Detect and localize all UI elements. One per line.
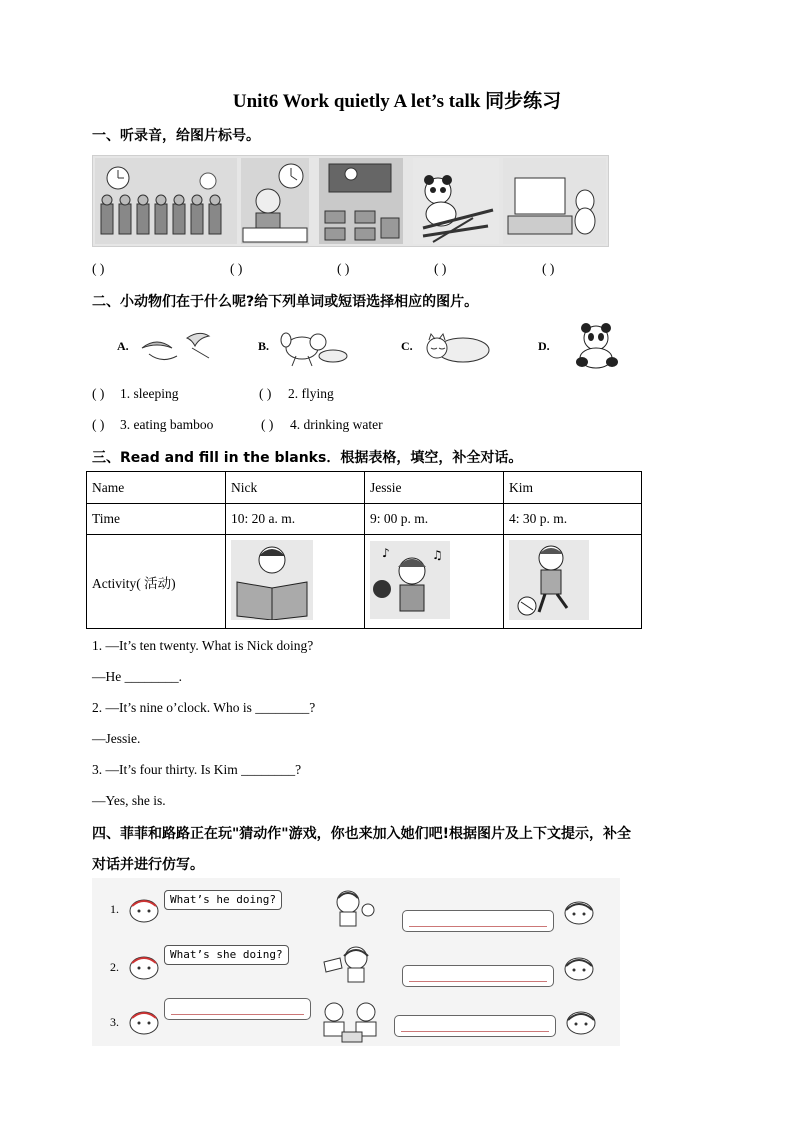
section1-pictures-svg: [93, 156, 608, 246]
girl-eating-clock-icon: [241, 158, 309, 244]
section1-picture-strip: [92, 155, 609, 247]
section2-item-paren[interactable]: ( ): [259, 386, 272, 401]
row-number: 3.: [110, 1015, 119, 1029]
table-cell-time: 10: 20 a. m.: [226, 504, 365, 535]
table-cell-name: Jessie: [365, 472, 504, 504]
dialogue-line: 3. —It’s four thirty. Is Kim ________?: [92, 762, 302, 777]
table-row: [87, 535, 642, 629]
table-row-header: Activity( 活动): [87, 535, 226, 629]
section4-heading-cont: 对话并进行仿写。: [92, 857, 204, 873]
girl-fei-icon: [128, 896, 160, 924]
girl-lu-icon: [562, 954, 596, 982]
answer-box[interactable]: [394, 1015, 556, 1037]
section2-item-paren[interactable]: ( ): [92, 417, 105, 432]
flying-birds-icon: [137, 326, 217, 366]
table-cell-activity: [504, 535, 642, 629]
answer-box[interactable]: [402, 965, 554, 987]
section2-item-paren[interactable]: ( ): [92, 386, 105, 401]
girl-lu-icon: [562, 898, 596, 926]
section4-heading: 四、菲菲和路路正在玩"猜动作"游戏，你也来加入她们吧!根据图片及上下文提示，补全: [92, 826, 631, 842]
question-answer-box[interactable]: [164, 998, 311, 1020]
computer-dog-icon: [503, 158, 606, 244]
table-row-header: Name: [87, 472, 226, 504]
table-row: [87, 504, 642, 535]
sleeping-cat-icon: [421, 330, 493, 366]
boy-eating-icon: [330, 888, 376, 928]
girl-drinking-icon: [320, 944, 380, 984]
boy-reading-icon: [231, 540, 313, 620]
section2-item-text: 1. sleeping: [120, 386, 179, 401]
table-cell-activity: [226, 535, 365, 629]
section1-answer-slot[interactable]: ( ): [230, 261, 243, 276]
table-cell-name: Kim: [504, 472, 642, 504]
table-cell-time: 9: 00 p. m.: [365, 504, 504, 535]
two-girls-reading-icon: [316, 1000, 388, 1044]
option-letter: A.: [117, 339, 129, 353]
table-cell-activity: [365, 535, 504, 629]
girl-fei-icon: [128, 953, 160, 981]
question-bubble: What’s she doing?: [164, 945, 289, 965]
row-number: 2.: [110, 960, 119, 974]
section1-answer-slot[interactable]: ( ): [434, 261, 447, 276]
dialogue-line: —Yes, she is.: [92, 793, 166, 808]
girl-lu-icon: [564, 1008, 598, 1036]
page-title: Unit6 Work quietly A let’s talk 同步练习: [232, 91, 562, 112]
dialogue-line: 1. —It’s ten twenty. What is Nick doing?: [92, 638, 314, 653]
svg-text:♫: ♫: [432, 547, 443, 562]
section2-item-text: 3. eating bamboo: [120, 417, 214, 432]
option-letter: D.: [538, 339, 550, 353]
section1-answer-slot[interactable]: ( ): [337, 261, 350, 276]
answer-box[interactable]: [402, 910, 554, 932]
section1-answer-slot[interactable]: ( ): [92, 261, 105, 276]
section2-item-paren[interactable]: ( ): [261, 417, 274, 432]
section3-heading: 三、Read and fill in the blanks．根据表格，填空，补全对话。: [92, 450, 523, 466]
section1-heading: 一、听录音，给图片标号。: [92, 128, 260, 144]
dialogue-line: —Jessie.: [92, 731, 141, 746]
girl-listening-music-icon: [370, 541, 450, 619]
option-letter: B.: [258, 339, 270, 353]
option-letter: C.: [401, 339, 413, 353]
girl-playing-football-icon: [509, 540, 589, 620]
panda-bamboo-icon: [413, 158, 499, 244]
table-row: [87, 472, 642, 504]
table-cell-time: 4: 30 p. m.: [504, 504, 642, 535]
classroom-clock-icon: [319, 158, 403, 244]
table-cell-name: Nick: [226, 472, 365, 504]
section2-heading: 二、小动物们在于什么呢?给下列单词或短语选择相应的图片。: [92, 294, 479, 310]
girl-fei-icon: [128, 1008, 160, 1036]
dialogue-line: —He ________.: [92, 669, 182, 684]
svg-text:♪: ♪: [382, 545, 390, 560]
schedule-table: [86, 471, 642, 629]
row-number: 1.: [110, 902, 119, 916]
section2-item-text: 4. drinking water: [290, 417, 383, 432]
students-in-line-clock-icon: [95, 158, 237, 244]
dialogue-line: 2. —It’s nine o’clock. Who is ________?: [92, 700, 316, 715]
panda-icon: [570, 322, 626, 370]
section2-item-text: 2. flying: [288, 386, 334, 401]
dog-drinking-icon: [278, 326, 353, 370]
question-bubble: What’s he doing?: [164, 890, 282, 910]
table-row-header: Time: [87, 504, 226, 535]
section1-answer-slot[interactable]: ( ): [542, 261, 555, 276]
